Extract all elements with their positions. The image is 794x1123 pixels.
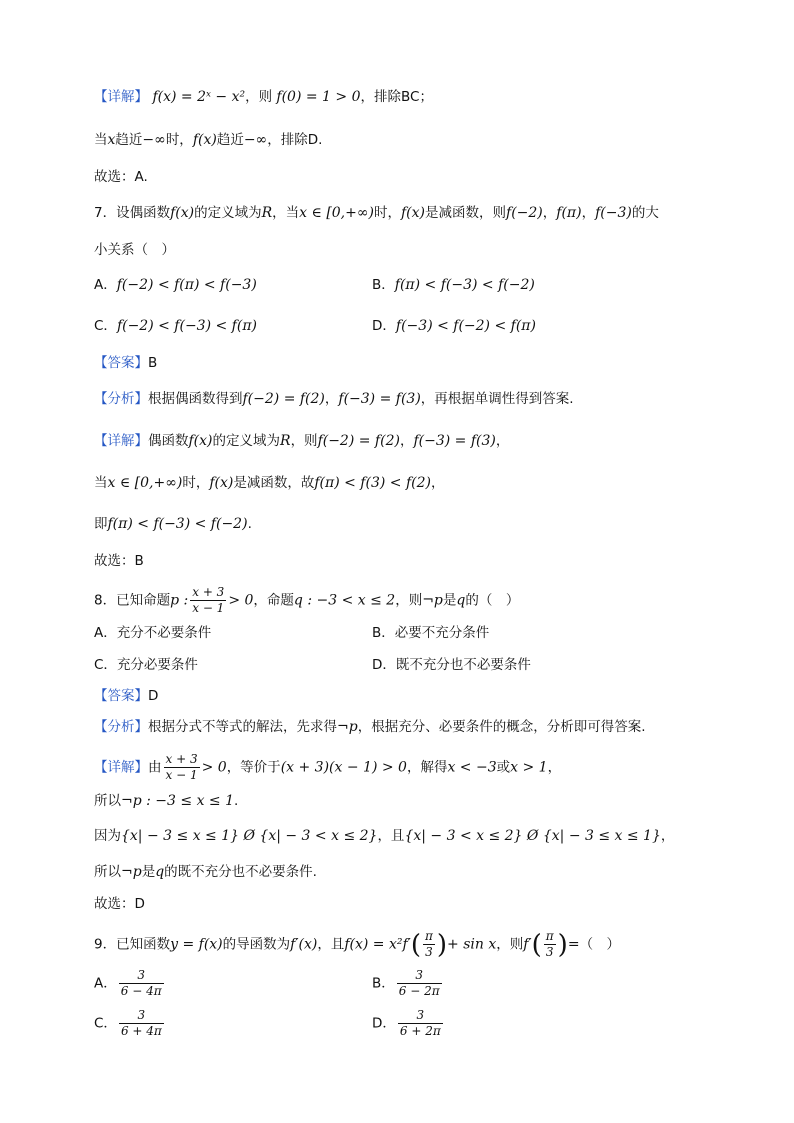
q6-answer: 故选：A. (94, 169, 148, 185)
q7-detail-line-3 (94, 514, 252, 534)
fraction-numerator: 3 (398, 1008, 443, 1024)
detail-tag: 【详解】 (94, 759, 148, 776)
option-text: 既不充分也不必要条件 (395, 657, 531, 673)
text: 或 (496, 759, 511, 776)
text: 已知函数 (116, 936, 171, 953)
math-expr: f′(x) (290, 936, 318, 953)
math-expr: > 0 (228, 592, 254, 609)
math-expr: f′ (523, 936, 532, 953)
fraction-denominator: x − 1 (192, 601, 225, 615)
math-expr: f(x) (170, 205, 195, 221)
fraction-numerator: 3 (119, 1008, 164, 1024)
math-expr: = (567, 936, 580, 953)
math-expr: x < −3 (447, 759, 497, 776)
math-expr: p : (170, 592, 189, 609)
text: ， (324, 391, 339, 407)
question-number: 9． (94, 936, 117, 953)
text: 当 (94, 475, 108, 491)
math-expr: + sin x (447, 936, 497, 953)
math-expr: f(x) (192, 132, 217, 148)
text: 由 (148, 759, 162, 776)
q7-option-c (94, 316, 257, 336)
math-expr: f(x) (209, 475, 234, 491)
q9-option-d (372, 1008, 445, 1039)
math-expr: f(0) = 1 > 0 (276, 89, 361, 105)
q8-detail-line-4 (94, 862, 317, 882)
text: 根据分式不等式的解法，先求得 (148, 719, 337, 735)
option-expr: f(−2) < f(−3) < f(π) (116, 318, 257, 334)
fraction (190, 585, 226, 616)
text: ， (430, 475, 445, 491)
math-expr: x ∈ [0,+∞) (299, 205, 374, 221)
fraction-denominator: 6 + 2π (399, 1024, 441, 1038)
text: ，根据充分、必要条件的概念，分析即可得答案. (357, 719, 646, 735)
option-label: D． (372, 1015, 396, 1032)
q8-option-b (372, 623, 489, 643)
option-text: 充分不必要条件 (116, 625, 212, 641)
answer-value: D (148, 688, 159, 704)
q8-option-c (94, 655, 198, 675)
math-expr: −∞ (142, 132, 166, 148)
math-expr: ¬p : −3 ≤ x ≤ 1 (121, 793, 235, 809)
fraction-denominator: 6 − 2π (398, 984, 440, 998)
fraction-numerator: 3 (397, 968, 442, 984)
fraction-denominator: x − 1 (165, 768, 198, 782)
q8-option-a (94, 623, 211, 643)
math-expr: f(π) < f(3) < f(2) (314, 475, 431, 491)
detail-tag: 【详解】 (94, 433, 148, 449)
q9-option-c (94, 1008, 166, 1039)
text: ， (399, 433, 414, 449)
math-expr: x > 1 (510, 759, 548, 776)
analysis-tag: 【分析】 (94, 719, 148, 735)
text: 偶函数 (148, 433, 189, 449)
text: ，命题 (253, 592, 294, 609)
math-expr: x ∈ [0,+∞) (107, 475, 183, 491)
text: ， (581, 205, 596, 221)
text: ，解得 (406, 759, 448, 776)
math-expr: f(x) = 2ˣ − x² (152, 89, 246, 105)
math-expr: −∞ (243, 132, 268, 148)
question-number: 8． (94, 592, 117, 609)
fraction (398, 1008, 443, 1039)
option-label: B． (372, 975, 395, 992)
math-expr: y = f(x) (170, 936, 223, 953)
text: 趋近 (216, 132, 244, 148)
question-number: 7． (94, 205, 117, 221)
math-expr: ¬p (337, 719, 358, 735)
fraction (544, 929, 556, 960)
text: 根据偶函数得到 (148, 391, 243, 407)
option-label: B． (372, 625, 395, 641)
q6-detail-line (94, 87, 433, 107)
text: 是减函数，故 (233, 475, 315, 491)
right-paren: ) (557, 929, 568, 960)
text: 时， (374, 205, 401, 221)
text: 的导函数为 (222, 936, 291, 953)
text: ，当 (272, 205, 300, 221)
fraction (397, 968, 442, 999)
math-expr: q (155, 864, 165, 880)
text: ， (547, 759, 562, 776)
text: 的（ ） (465, 592, 520, 609)
text: 所以 (94, 864, 121, 880)
q8-detail-line (94, 752, 561, 783)
text: 即 (94, 516, 108, 532)
math-expr: ¬p (422, 592, 443, 609)
math-expr: x (107, 132, 116, 148)
math-expr: f(−3) = f(3) (338, 391, 421, 407)
math-expr: f(π) (556, 205, 582, 221)
answer-tag: 【答案】 (94, 688, 148, 704)
q7-answer-line (94, 353, 157, 373)
math-expr: f(−2) = f(2) (242, 391, 325, 407)
text: 设偶函数 (116, 205, 171, 221)
text: ，则 (290, 433, 318, 449)
math-expr: f(π) < f(−3) < f(−2) (107, 516, 248, 532)
fraction-numerator: x + 3 (165, 752, 198, 766)
answer-value: B (148, 355, 158, 371)
text: 当 (94, 132, 108, 148)
analysis-tag: 【分析】 (94, 391, 148, 407)
q7-option-d (372, 316, 536, 336)
q7-detail-line-2 (94, 473, 444, 493)
math-expr: R (261, 205, 273, 221)
option-label: D． (372, 657, 396, 673)
q7-option-b (372, 275, 535, 295)
option-label: A． (94, 975, 117, 992)
left-paren: ( (531, 929, 542, 960)
option-label: C． (94, 657, 117, 673)
text: 的定义域为 (194, 205, 262, 221)
fraction (164, 752, 200, 783)
fraction-denominator: 6 − 4π (120, 984, 162, 998)
text: 时， (165, 132, 193, 148)
q8-analysis-line (94, 717, 646, 737)
fraction-numerator: 3 (119, 968, 164, 984)
fraction-denominator: 3 (545, 945, 554, 959)
math-expr: f(−3) = f(3) (413, 433, 496, 449)
q9-option-b (372, 968, 444, 999)
math-expr: q : −3 < x ≤ 2 (293, 592, 396, 609)
q9-stem (94, 929, 620, 960)
q8-answer-line (94, 686, 158, 706)
option-text: 必要不充分条件 (394, 625, 490, 641)
option-label: C． (94, 1015, 117, 1032)
text: 的定义域为 (212, 433, 281, 449)
math-expr: f(x) = x²f′ (344, 936, 411, 953)
fraction-denominator: 6 + 4π (120, 1024, 162, 1038)
q6-detail-line-2 (94, 130, 322, 150)
text: ， (660, 828, 675, 844)
option-label: A． (94, 625, 117, 641)
option-expr: f(−3) < f(−2) < f(π) (395, 318, 536, 334)
text: ，则 (245, 89, 277, 105)
text: 是 (442, 592, 457, 609)
q8-option-d (372, 655, 531, 675)
text: ， (495, 433, 510, 449)
q9-option-a (94, 968, 166, 999)
text: 是减函数，则 (425, 205, 507, 221)
q7-answer: 故选：B (94, 553, 144, 569)
math-expr: R (280, 433, 291, 449)
text: ，等价于 (226, 759, 281, 776)
text: 时， (182, 475, 210, 491)
math-expr: {x| − 3 < x ≤ 2} Ø {x| − 3 ≤ x ≤ 1} (404, 828, 661, 844)
text: 的既不充分也不必要条件. (164, 864, 317, 880)
option-expr: f(π) < f(−3) < f(−2) (394, 277, 535, 293)
text: ，且 (377, 828, 405, 844)
option-label: D． (372, 318, 396, 334)
text: 的大 (631, 205, 659, 221)
fraction (119, 1008, 164, 1039)
math-expr: ¬p (121, 864, 142, 880)
text: 因为 (94, 828, 121, 844)
text: ，排除BC； (360, 89, 433, 105)
fraction-numerator: π (424, 929, 433, 943)
math-expr: f(−3) (595, 205, 632, 221)
math-expr: q (456, 592, 466, 609)
text: . (247, 516, 252, 532)
text: （ ） (579, 936, 621, 953)
q7-stem-line-2: 小关系（ ） (94, 242, 175, 258)
option-text: 充分必要条件 (116, 657, 198, 673)
math-expr: (x + 3)(x − 1) > 0 (280, 759, 407, 776)
q7-option-a (94, 275, 257, 295)
q7-analysis-line (94, 389, 574, 409)
right-paren: ) (436, 929, 448, 960)
math-expr: f(−2) = f(2) (317, 433, 400, 449)
q8-detail-line-2 (94, 791, 238, 811)
text: ，则 (496, 936, 524, 953)
option-label: B． (372, 277, 395, 293)
fraction-numerator: x + 3 (192, 585, 225, 599)
math-expr: f(x) (401, 205, 426, 221)
text: ，且 (317, 936, 345, 953)
option-label: A． (94, 277, 117, 293)
text: 是 (141, 864, 156, 880)
option-expr: f(−2) < f(π) < f(−3) (116, 277, 257, 293)
fraction (119, 968, 164, 999)
math-expr: f(x) (188, 433, 213, 449)
detail-tag: 【详解】 (94, 89, 148, 105)
option-label: C． (94, 318, 117, 334)
text: 所以 (94, 793, 121, 809)
text: . (234, 793, 239, 809)
q8-answer: 故选：D (94, 896, 145, 912)
q7-stem (94, 203, 659, 223)
text: 趋近 (115, 132, 143, 148)
fraction (423, 929, 435, 960)
q8-detail-line-3 (94, 826, 674, 846)
q7-detail-line (94, 431, 509, 451)
text: ，排除D. (267, 132, 323, 148)
math-expr: > 0 (201, 759, 227, 776)
answer-tag: 【答案】 (94, 355, 148, 371)
left-paren: ( (410, 929, 421, 960)
text: ，再根据单调性得到答案. (420, 391, 574, 407)
fraction-numerator: π (545, 929, 554, 943)
math-expr: f(−2) (506, 205, 543, 221)
text: ，则 (395, 592, 423, 609)
text: ， (542, 205, 557, 221)
q8-stem (94, 585, 519, 616)
text: 已知命题 (116, 592, 171, 609)
fraction-denominator: 3 (425, 945, 433, 959)
math-expr: {x| − 3 ≤ x ≤ 1} Ø {x| − 3 < x ≤ 2} (121, 828, 378, 844)
